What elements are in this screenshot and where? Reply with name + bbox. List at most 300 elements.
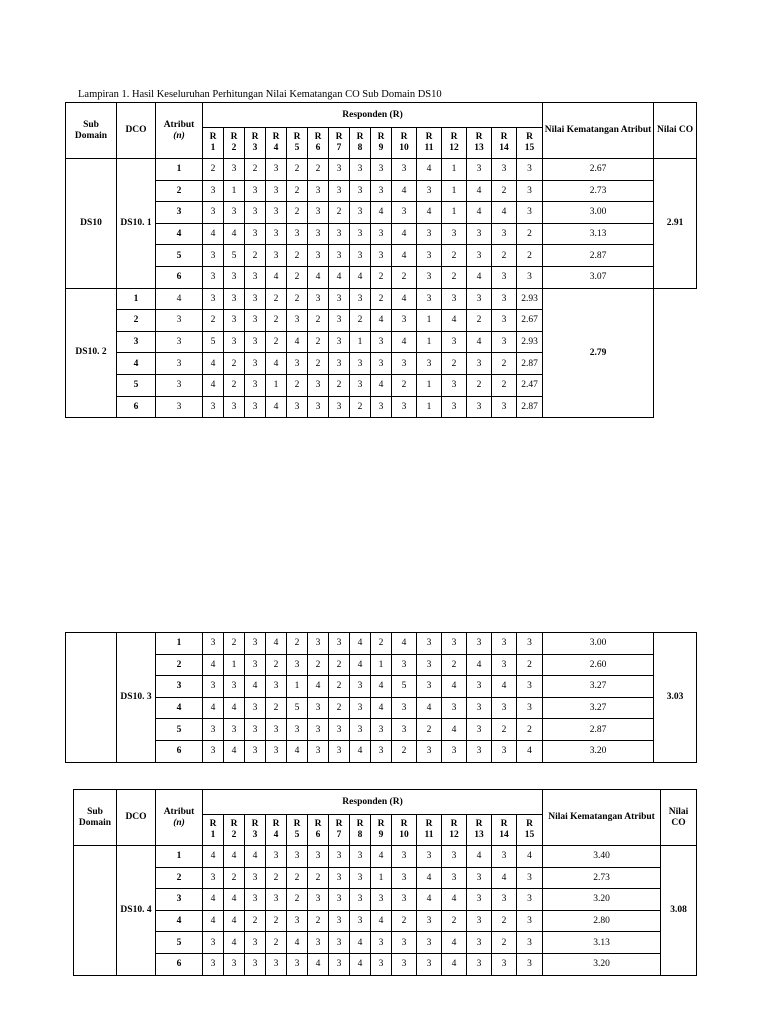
response-cell: 3 xyxy=(392,867,417,889)
response-cell: 4 xyxy=(350,654,371,676)
response-cell: 2 xyxy=(266,910,287,932)
response-cell: 4 xyxy=(392,245,417,267)
table-row xyxy=(66,719,697,741)
response-cell: 2 xyxy=(245,159,266,181)
response-cell: 2 xyxy=(287,633,308,655)
response-cell: 2 xyxy=(287,867,308,889)
response-cell: 3 xyxy=(266,202,287,224)
response-cell: 3 xyxy=(329,846,350,868)
response-cell: 1 xyxy=(442,159,467,181)
response-cell: 3 xyxy=(350,719,371,741)
response-cell: 4 xyxy=(203,223,224,245)
response-cell: 3 xyxy=(371,932,392,954)
respondent-prefix: R xyxy=(450,819,458,829)
response-cell: 3 xyxy=(417,910,442,932)
response-cell: 4 xyxy=(308,953,329,975)
response-cell: 4 xyxy=(308,266,329,288)
header-respondent-6 xyxy=(308,815,329,846)
response-cell: 2 xyxy=(224,867,245,889)
response-cell: 2 xyxy=(287,288,308,310)
atribut-cell: 6 xyxy=(156,953,203,975)
response-cell: 3 xyxy=(329,159,350,181)
table-row xyxy=(66,180,697,202)
respondent-number: 1 xyxy=(210,830,216,840)
response-cell: 3 xyxy=(442,740,467,762)
response-cell: 3 xyxy=(203,676,224,698)
atribut-cell: 1 xyxy=(117,288,156,310)
response-cell: 5 xyxy=(392,676,417,698)
response-cell: 3 xyxy=(266,953,287,975)
response-cell: 3 xyxy=(517,180,543,202)
response-cell: 4 xyxy=(467,331,492,353)
response-cell: 3 xyxy=(350,223,371,245)
response-cell: 3 xyxy=(287,396,308,418)
response-cell: 3 xyxy=(350,288,371,310)
response-cell: 3 xyxy=(417,654,442,676)
response-cell: 3 xyxy=(203,633,224,655)
response-cell: 3 xyxy=(492,266,517,288)
respondent-number: 5 xyxy=(294,143,300,153)
response-cell: 3 xyxy=(492,953,517,975)
response-cell: 3 xyxy=(329,331,350,353)
response-cell: 3 xyxy=(350,202,371,224)
header-respondent-15 xyxy=(517,128,543,159)
respondent-prefix: R xyxy=(500,819,508,829)
response-cell: 4 xyxy=(392,633,417,655)
response-cell: 3 xyxy=(492,846,517,868)
nilai-kematangan-cell: 3.40 xyxy=(543,846,661,868)
response-cell: 4 xyxy=(287,932,308,954)
atribut-cell: 6 xyxy=(156,740,203,762)
response-cell: 3 xyxy=(467,676,492,698)
respondent-number: 10 xyxy=(399,143,409,153)
response-cell: 2 xyxy=(308,331,329,353)
response-cell: 3 xyxy=(266,676,287,698)
response-cell: 4 xyxy=(492,867,517,889)
response-cell: 2 xyxy=(371,288,392,310)
response-cell: 3 xyxy=(392,396,417,418)
response-cell: 3 xyxy=(266,223,287,245)
header-nilai-co: Nilai CO xyxy=(654,103,697,159)
nilai-kematangan-cell: 3.27 xyxy=(543,676,654,698)
response-cell: 3 xyxy=(371,719,392,741)
response-cell: 1 xyxy=(417,396,442,418)
response-cell: 3 xyxy=(417,740,442,762)
response-cell: 3 xyxy=(417,932,442,954)
response-cell: 3 xyxy=(517,932,543,954)
response-cell: 3 xyxy=(224,396,245,418)
response-cell: 3 xyxy=(442,867,467,889)
response-cell: 4 xyxy=(350,266,371,288)
respondent-number: 15 xyxy=(524,830,535,840)
response-cell: 1 xyxy=(371,867,392,889)
respondent-prefix: R xyxy=(526,132,533,142)
table-row xyxy=(74,846,697,868)
header-respondent-8 xyxy=(350,815,371,846)
table-row xyxy=(66,676,697,698)
response-cell: 3 xyxy=(156,374,203,396)
response-cell: 2 xyxy=(517,245,543,267)
response-cell: 4 xyxy=(266,633,287,655)
response-cell: 3 xyxy=(467,953,492,975)
response-cell: 2 xyxy=(329,202,350,224)
response-cell: 2 xyxy=(203,159,224,181)
response-cell: 3 xyxy=(467,697,492,719)
respondent-prefix: R xyxy=(251,132,259,142)
response-cell: 3 xyxy=(245,331,266,353)
response-cell: 4 xyxy=(350,953,371,975)
response-cell: 3 xyxy=(417,633,442,655)
response-cell: 2 xyxy=(442,353,467,375)
response-cell: 2 xyxy=(492,932,517,954)
nilai-kematangan-cell: 3.27 xyxy=(543,697,654,719)
respondent-prefix: R xyxy=(377,132,385,142)
atribut-cell: 1 xyxy=(156,159,203,181)
response-cell: 3 xyxy=(492,159,517,181)
response-cell: 4 xyxy=(203,910,224,932)
response-cell: 4 xyxy=(442,889,467,911)
response-cell: 4 xyxy=(203,889,224,911)
response-cell: 3 xyxy=(442,846,467,868)
response-cell: 3 xyxy=(467,719,492,741)
response-cell: 2 xyxy=(517,719,543,741)
response-cell: 2 xyxy=(350,310,371,332)
header-nilai-kematangan: Nilai Kematangan Atribut xyxy=(543,790,661,846)
response-cell: 2 xyxy=(308,910,329,932)
page-caption: Lampiran 1. Hasil Keseluruhan Perhitungan Nilai Kematangan CO Sub Domain DS10 xyxy=(78,89,442,100)
response-cell: 3 xyxy=(467,889,492,911)
response-cell: 2 xyxy=(266,932,287,954)
table-row xyxy=(66,654,697,676)
response-cell: 3 xyxy=(203,953,224,975)
response-cell: 4 xyxy=(224,932,245,954)
nilai-kematangan-cell: 2.73 xyxy=(543,180,654,202)
response-cell: 2 xyxy=(287,889,308,911)
table-row xyxy=(74,889,697,911)
response-cell: 2 xyxy=(371,633,392,655)
response-cell: 2 xyxy=(492,374,517,396)
atribut-cell: 4 xyxy=(117,353,156,375)
response-cell: 3 xyxy=(329,719,350,741)
nilai-kematangan-cell: 3.20 xyxy=(543,740,654,762)
response-cell: 3 xyxy=(287,953,308,975)
response-cell: 4 xyxy=(224,697,245,719)
response-cell: 3 xyxy=(350,889,371,911)
nilai-kematangan-cell: 3.13 xyxy=(543,223,654,245)
response-cell: 4 xyxy=(417,867,442,889)
respondent-prefix: R xyxy=(377,819,385,829)
response-cell: 3 xyxy=(371,889,392,911)
nilai-kematangan-cell: 2.80 xyxy=(543,910,661,932)
response-cell: 3 xyxy=(492,740,517,762)
response-cell: 4 xyxy=(287,331,308,353)
header-respondent-9 xyxy=(371,128,392,159)
dco-cell: DS10. 2 xyxy=(66,288,117,418)
response-cell: 3 xyxy=(492,633,517,655)
response-cell: 2 xyxy=(287,245,308,267)
response-cell: 2 xyxy=(287,202,308,224)
respondent-number: 8 xyxy=(357,143,363,153)
response-cell: 3 xyxy=(350,245,371,267)
nilai-kematangan-cell: 2.93 xyxy=(517,288,543,310)
respondent-number: 7 xyxy=(336,830,342,840)
response-cell: 3 xyxy=(308,719,329,741)
atribut-cell: 2 xyxy=(156,180,203,202)
respondent-number: 3 xyxy=(252,143,258,153)
response-cell: 5 xyxy=(203,331,224,353)
table-row xyxy=(66,245,697,267)
response-cell: 5 xyxy=(224,245,245,267)
response-cell: 3 xyxy=(392,654,417,676)
response-cell: 3 xyxy=(245,867,266,889)
table-row xyxy=(66,288,697,310)
header-respondent-13 xyxy=(467,815,492,846)
response-cell: 2 xyxy=(329,676,350,698)
table-row xyxy=(66,740,697,762)
response-cell: 4 xyxy=(417,159,442,181)
table-row xyxy=(66,223,697,245)
respondent-number: 4 xyxy=(273,830,279,840)
header-respondent-14 xyxy=(492,815,517,846)
respondent-prefix: R xyxy=(356,132,364,142)
response-cell: 3 xyxy=(308,245,329,267)
response-cell: 2 xyxy=(266,654,287,676)
response-cell: 3 xyxy=(517,867,543,889)
response-cell: 1 xyxy=(442,202,467,224)
header-respondent-12 xyxy=(442,128,467,159)
response-cell: 2 xyxy=(203,310,224,332)
header-respondent-5 xyxy=(287,815,308,846)
response-cell: 3 xyxy=(266,245,287,267)
respondent-prefix: R xyxy=(425,819,433,829)
header-respondent-4 xyxy=(266,815,287,846)
response-cell: 3 xyxy=(417,953,442,975)
response-cell: 4 xyxy=(350,633,371,655)
table-row xyxy=(66,202,697,224)
response-cell: 3 xyxy=(245,719,266,741)
response-cell: 3 xyxy=(245,953,266,975)
atribut-cell: 2 xyxy=(156,654,203,676)
response-cell: 3 xyxy=(417,266,442,288)
header-respondent-12 xyxy=(442,815,467,846)
header-respondent-10 xyxy=(392,815,417,846)
response-cell: 3 xyxy=(329,910,350,932)
response-cell: 1 xyxy=(371,654,392,676)
response-cell: 3 xyxy=(329,245,350,267)
response-cell: 3 xyxy=(467,353,492,375)
response-cell: 4 xyxy=(371,202,392,224)
response-cell: 4 xyxy=(467,266,492,288)
response-cell: 3 xyxy=(224,953,245,975)
response-cell: 3 xyxy=(245,932,266,954)
response-cell: 3 xyxy=(224,719,245,741)
response-cell: 4 xyxy=(308,676,329,698)
response-cell: 3 xyxy=(203,266,224,288)
response-cell: 4 xyxy=(224,846,245,868)
header-nilai-co: Nilai CO xyxy=(661,790,697,846)
response-cell: 4 xyxy=(442,953,467,975)
response-cell: 1 xyxy=(417,374,442,396)
maturity-table-3 xyxy=(73,789,697,976)
response-cell: 3 xyxy=(224,310,245,332)
response-cell: 3 xyxy=(417,223,442,245)
table-row xyxy=(74,953,697,975)
response-cell: 3 xyxy=(467,159,492,181)
nilai-co-cell: 2.91 xyxy=(654,159,697,289)
response-cell: 3 xyxy=(392,889,417,911)
response-cell: 3 xyxy=(266,740,287,762)
atribut-cell: 2 xyxy=(156,867,203,889)
response-cell: 3 xyxy=(467,867,492,889)
response-cell: 4 xyxy=(517,740,543,762)
sub-domain-cell xyxy=(74,846,117,976)
response-cell: 3 xyxy=(287,310,308,332)
atribut-cell: 3 xyxy=(156,889,203,911)
response-cell: 2 xyxy=(329,697,350,719)
header-nilai-kematangan: Nilai Kematangan Atribut xyxy=(543,103,654,159)
respondent-number: 4 xyxy=(273,143,279,153)
header-respondent-15 xyxy=(517,815,543,846)
group-ds10-2 xyxy=(66,288,697,418)
response-cell: 1 xyxy=(287,676,308,698)
response-cell: 3 xyxy=(350,910,371,932)
header-respondent-6 xyxy=(308,128,329,159)
group-ds10-4 xyxy=(74,846,697,976)
nilai-kematangan-cell: 2.73 xyxy=(543,867,661,889)
respondent-number: 12 xyxy=(449,143,459,153)
response-cell: 3 xyxy=(203,288,224,310)
response-cell: 3 xyxy=(417,353,442,375)
nilai-kematangan-cell: 2.67 xyxy=(543,159,654,181)
respondent-number: 14 xyxy=(499,830,509,840)
respondent-number: 15 xyxy=(524,143,535,153)
response-cell: 1 xyxy=(417,331,442,353)
response-cell: 4 xyxy=(245,846,266,868)
response-cell: 3 xyxy=(492,331,517,353)
response-cell: 3 xyxy=(371,223,392,245)
table-row xyxy=(74,932,697,954)
response-cell: 2 xyxy=(245,910,266,932)
response-cell: 2 xyxy=(517,654,543,676)
response-cell: 3 xyxy=(467,396,492,418)
response-cell: 3 xyxy=(245,654,266,676)
atribut-cell: 2 xyxy=(117,310,156,332)
respondent-prefix: R xyxy=(335,819,343,829)
response-cell: 3 xyxy=(224,266,245,288)
response-cell: 3 xyxy=(392,719,417,741)
response-cell: 2 xyxy=(266,288,287,310)
header-respondent-1 xyxy=(203,815,224,846)
header-respondent-9 xyxy=(371,815,392,846)
header-respondent-1 xyxy=(203,128,224,159)
response-cell: 3 xyxy=(442,633,467,655)
header-respondent-2 xyxy=(224,815,245,846)
response-cell: 3 xyxy=(245,310,266,332)
response-cell: 3 xyxy=(392,202,417,224)
atribut-cell: 1 xyxy=(156,846,203,868)
response-cell: 3 xyxy=(287,910,308,932)
respondent-number: 3 xyxy=(252,830,258,840)
nilai-kematangan-cell: 3.20 xyxy=(543,953,661,975)
response-cell: 2 xyxy=(329,374,350,396)
respondent-number: 11 xyxy=(424,143,434,153)
atribut-cell: 1 xyxy=(156,633,203,655)
table-header xyxy=(66,103,697,159)
response-cell: 3 xyxy=(224,159,245,181)
response-cell: 1 xyxy=(224,654,245,676)
response-cell: 2 xyxy=(266,867,287,889)
response-cell: 3 xyxy=(371,396,392,418)
response-cell: 3 xyxy=(442,697,467,719)
respondent-number: 12 xyxy=(449,830,459,840)
response-cell: 3 xyxy=(442,223,467,245)
response-cell: 3 xyxy=(329,353,350,375)
nilai-co-cell: 3.03 xyxy=(654,633,697,763)
response-cell: 3 xyxy=(203,396,224,418)
respondent-prefix: R xyxy=(230,819,238,829)
response-cell: 3 xyxy=(245,740,266,762)
response-cell: 3 xyxy=(492,310,517,332)
response-cell: 3 xyxy=(287,223,308,245)
response-cell: 2 xyxy=(266,310,287,332)
response-cell: 3 xyxy=(287,719,308,741)
response-cell: 3 xyxy=(467,223,492,245)
response-cell: 3 xyxy=(266,719,287,741)
respondent-number: 2 xyxy=(231,143,237,153)
response-cell: 3 xyxy=(245,396,266,418)
atribut-cell: 4 xyxy=(156,697,203,719)
header-respondent-7 xyxy=(329,815,350,846)
response-cell: 3 xyxy=(156,396,203,418)
nilai-kematangan-cell: 2.87 xyxy=(517,353,543,375)
response-cell: 3 xyxy=(329,288,350,310)
response-cell: 4 xyxy=(417,202,442,224)
header-respondent-8 xyxy=(350,128,371,159)
response-cell: 3 xyxy=(224,202,245,224)
response-cell: 3 xyxy=(517,633,543,655)
response-cell: 3 xyxy=(203,932,224,954)
respondent-prefix: R xyxy=(450,132,458,142)
response-cell: 3 xyxy=(417,180,442,202)
response-cell: 4 xyxy=(442,719,467,741)
response-cell: 3 xyxy=(392,353,417,375)
nilai-kematangan-cell: 2.60 xyxy=(543,654,654,676)
table-row xyxy=(66,633,697,655)
table-header xyxy=(74,790,697,846)
response-cell: 4 xyxy=(203,697,224,719)
response-cell: 3 xyxy=(203,740,224,762)
header-atribut xyxy=(156,790,203,846)
respondent-prefix: R xyxy=(209,132,217,142)
nilai-kematangan-cell: 2.47 xyxy=(517,374,543,396)
response-cell: 4 xyxy=(467,180,492,202)
response-cell: 3 xyxy=(329,889,350,911)
response-cell: 2 xyxy=(224,353,245,375)
response-cell: 3 xyxy=(203,202,224,224)
response-cell: 4 xyxy=(224,223,245,245)
response-cell: 3 xyxy=(492,223,517,245)
response-cell: 3 xyxy=(392,932,417,954)
response-cell: 2 xyxy=(266,697,287,719)
response-cell: 3 xyxy=(329,633,350,655)
table-row xyxy=(66,697,697,719)
response-cell: 3 xyxy=(517,266,543,288)
response-cell: 3 xyxy=(156,331,203,353)
respondent-prefix: R xyxy=(314,132,322,142)
response-cell: 3 xyxy=(467,910,492,932)
response-cell: 2 xyxy=(287,374,308,396)
response-cell: 3 xyxy=(287,654,308,676)
